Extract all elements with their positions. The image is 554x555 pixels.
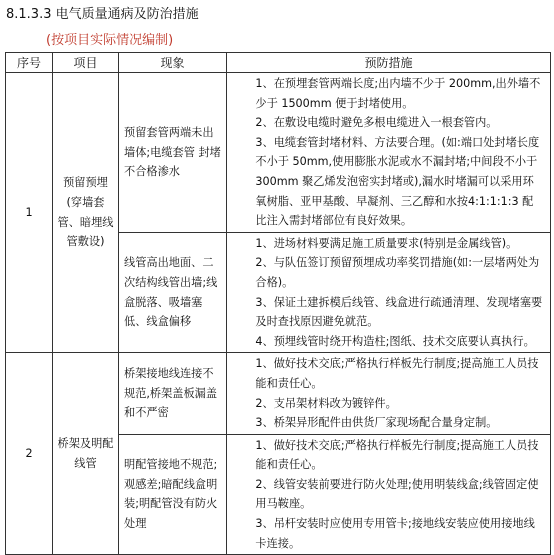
header-project: 项目 (53, 53, 119, 73)
table-row (6, 353, 551, 434)
measure-item: 2、支吊架材料改为镀锌件。 (255, 396, 397, 410)
measure-item: 1、在预埋套管两端长度;出内墙不少于 200mm,出外墙不少于 1500mm 便于封堵使用。 (255, 77, 541, 110)
measure-item: 3、吊杆安装时应使用专用管卡;接地线安装应使用接地线卡连接。 (255, 517, 535, 550)
measure-item: 4、预埋线管时绕开构造柱;图纸、技术交底要认真执行。 (255, 334, 535, 348)
measure-item: 1、进场材料要满足施工质量要求(特别是金属线管)。 (255, 236, 518, 250)
phenomenon-cell: 线管高出地面、二次结构线管出墙;线盒脱落、吸墙塞低、线盒偏移 (119, 232, 227, 353)
measures-cell (227, 434, 551, 555)
header-measures: 预防措施 (227, 53, 551, 73)
measures-cell (227, 353, 551, 434)
table-header-row (6, 53, 551, 73)
phenomenon-cell: 桥架接地线连接不规范,桥架盖板漏盖和不严密 (119, 353, 227, 434)
project-cell: 预留预埋(穿墙套管、暗埋线管敷设) (53, 73, 119, 353)
phenomenon-cell: 预留套管两端未出墙体;电缆套管 封堵不合格渗水 (119, 73, 227, 233)
measures-cell (227, 232, 551, 353)
measure-item: 1、做好技术交底;严格执行样板先行制度;提高施工人员技能和责任心。 (255, 438, 539, 472)
table-row (6, 73, 551, 233)
project-cell: 桥架及明配线管 (53, 353, 119, 555)
header-no: 序号 (6, 53, 53, 73)
section-heading: 8.1.3.3 电气质量通病及防治措施 (6, 7, 199, 22)
measure-item: 2、与队伍签订预留预埋成功率奖罚措施(如:一层堵两处为合格)。 (255, 256, 540, 289)
row-number: 2 (6, 353, 53, 555)
measure-item: 3、桥架异形配件由供货厂家现场配合量身定制。 (255, 416, 498, 430)
measure-item: 2、线管安装前要进行防火处理;使用明装线盒;线管固定使用马鞍座。 (255, 477, 539, 511)
header-phenomenon: 现象 (119, 53, 227, 73)
row-number: 1 (6, 73, 53, 353)
measure-item: 2、在敷设电缆时避免多根电缆进入一根套管内。 (255, 116, 498, 130)
measure-item: 3、保证土建拆模后线管、线盒进行疏通清理、发现堵塞要及时查找原因避免就范。 (255, 295, 543, 329)
measure-item: 1、做好技术交底;严格执行样板先行制度;提高施工人员技能和责任心。 (255, 357, 539, 390)
measure-item: 3、电缆套管封堵材料、方法要合理。(如:端口处封堵长度不小于 50mm,使用膨胀水泥或水不漏封堵;中间段不小于 300mm 聚乙烯发泡密实封堵或),漏水时堵漏可以采用环氧树脂、亚甲基酸、早凝剂、三乙醇和水按4:1:1:1:3 配比注入需封堵部位有良好效果。 (255, 135, 540, 228)
measures-cell (227, 73, 551, 233)
phenomenon-cell: 明配管接地不规范;观感差;暗配线盒明装;明配管没有防火处理 (119, 434, 227, 555)
quality-defects-table (5, 52, 551, 555)
section-subheading: (按项目实际情况编制) (46, 33, 174, 48)
